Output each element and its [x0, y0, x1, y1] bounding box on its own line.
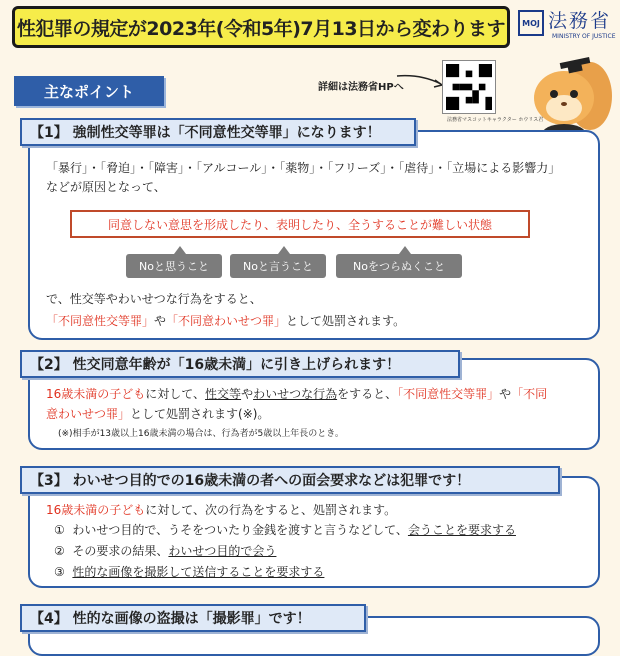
- section-3-intro: [46, 500, 396, 520]
- text: や: [241, 387, 254, 401]
- bubble-no-say: Noと言うこと: [230, 254, 326, 278]
- section-3-heading: 【3】 わいせつ目的での16歳未満の者への面会要求などは犯罪です！: [20, 466, 560, 494]
- crime-nonconsent-indecency: 「不同意わいせつ罪」: [166, 314, 287, 328]
- section-2-body-2: [46, 404, 269, 424]
- section-2-heading: 【2】 性交同意年齢が「16歳未満」に引き上げられます！: [20, 350, 460, 378]
- bubble-no-persist: Noをつらぬくこと: [336, 254, 462, 278]
- item-number: ③: [54, 565, 65, 579]
- qr-code-icon: [446, 64, 492, 110]
- crime-nonconsent-intercourse: 「不同意性交等罪」: [397, 387, 500, 401]
- list-item: [54, 520, 516, 540]
- page-title: 性犯罪の規定が2023年(令和5年)7月13日から変わります: [12, 6, 510, 48]
- list-item: [54, 562, 324, 582]
- text: に対して、: [145, 387, 206, 401]
- act-intercourse: 性交等: [205, 387, 242, 401]
- section-1-heading: 【1】 強制性交等罪は「不同意性交等罪」になります！: [20, 118, 416, 146]
- qr-code[interactable]: [442, 60, 496, 114]
- crime-nonconsent-indecency-a: 「不同: [511, 387, 548, 401]
- conj-ya: や: [154, 314, 167, 328]
- item-text: その要求の結果、: [72, 544, 169, 558]
- list-item: [54, 541, 276, 561]
- hp-link-text[interactable]: 詳細は法務省HPへ: [318, 82, 404, 93]
- main-points-label: 主なポイント: [14, 76, 164, 106]
- arrow-icon: [395, 70, 447, 92]
- ministry-logo: [518, 6, 616, 44]
- item-underline: わいせつ目的で会う: [168, 544, 277, 558]
- item-number: ②: [54, 544, 65, 558]
- under16-label: 16歳未満の子ども: [46, 387, 146, 401]
- section-1-causes: 「暴行」・「脅迫」・「障害」・「アルコール」・「薬物」・「フリーズ」・「虐待」・「立場による影響力」: [46, 161, 561, 175]
- crime-nonconsent-indecency-b: 意わいせつ罪」: [46, 407, 131, 421]
- section-2-body: [46, 384, 586, 404]
- section-1-line1: で、性交等やわいせつな行為をすると、: [46, 292, 262, 306]
- logo-en-text: MINISTRY OF JUSTICE: [552, 33, 616, 40]
- logo-ja-text: 法務省: [548, 10, 612, 32]
- moj-mark-icon: MOJ: [518, 10, 544, 36]
- qr-caption: 法務省マスコットキャラクター ホウリス君: [447, 117, 544, 123]
- item-underline: 会うことを要求する: [407, 523, 516, 537]
- section-4-heading: 【4】 性的な画像の盗撮は「撮影罪」です！: [20, 604, 366, 632]
- act-indecency: わいせつな行為: [253, 387, 338, 401]
- item-text: わいせつ目的で、うそをついたり金銭を渡すと言うなどして、: [72, 523, 408, 537]
- section-2-note: (※)相手が13歳以上16歳未満の場合は、行為者が5歳以上年長のとき。: [58, 429, 344, 439]
- section-1-causes-cont: などが原因となって、: [46, 180, 166, 194]
- text: や: [499, 387, 512, 401]
- item-underline: 性的な画像を撮影して送信することを要求する: [72, 565, 325, 579]
- crime-nonconsent-intercourse: 「不同意性交等罪」: [46, 314, 155, 328]
- text: として処罰されます(※)。: [130, 407, 270, 421]
- condition-box: 同意しない意思を形成したり、表明したり、全うすることが難しい状態: [70, 210, 530, 238]
- bubble-no-think: Noと思うこと: [126, 254, 222, 278]
- under16-label: 16歳未満の子ども: [46, 503, 146, 517]
- section-1-line2: [46, 311, 405, 331]
- punish-text: として処罰されます。: [286, 314, 406, 328]
- text: をすると、: [337, 387, 398, 401]
- text: に対して、次の行為をすると、処罰されます。: [145, 503, 397, 517]
- item-number: ①: [54, 523, 65, 537]
